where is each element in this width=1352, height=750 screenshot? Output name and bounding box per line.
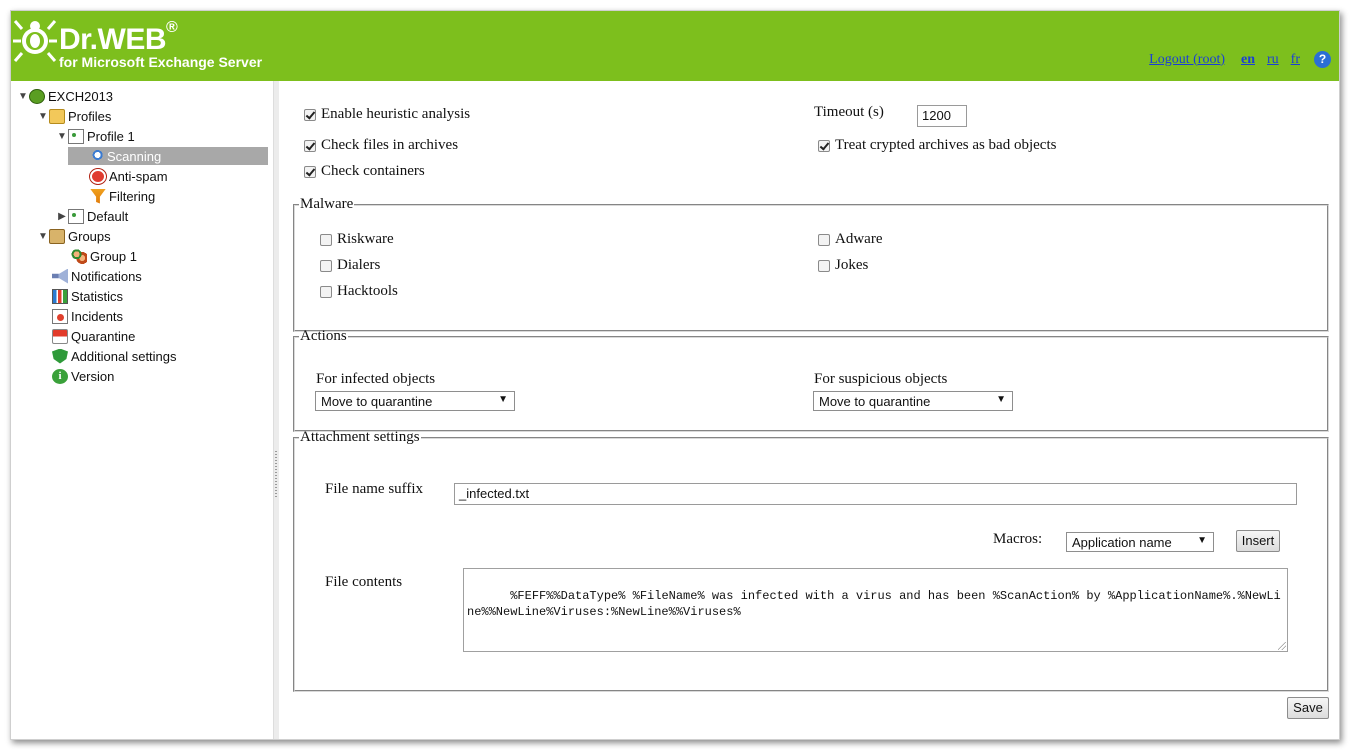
- dropdown-arrow-icon: ▼: [498, 394, 508, 405]
- adware-option[interactable]: [818, 231, 882, 248]
- quarantine-icon: [52, 329, 68, 344]
- dialers-checkbox[interactable]: [320, 260, 332, 272]
- shield-check-icon: [52, 349, 68, 364]
- product-name: for Microsoft Exchange Server: [59, 54, 263, 70]
- profile-icon: [68, 209, 84, 224]
- tree-item-scanning[interactable]: [68, 147, 268, 165]
- file-name-suffix-input[interactable]: _infected.txt: [454, 483, 1297, 505]
- file-contents-label: File contents: [325, 574, 403, 590]
- splitter-grip-icon[interactable]: [275, 451, 277, 497]
- crypted-option[interactable]: [818, 137, 1056, 154]
- users-group-icon: [71, 249, 87, 264]
- groups-folder-icon: [49, 229, 65, 244]
- tree-item-quarantine[interactable]: [52, 327, 135, 345]
- tree-item-anti-spam[interactable]: [90, 167, 168, 185]
- tree-item-label: Quarantine: [71, 328, 136, 344]
- server-icon: [29, 89, 45, 104]
- expand-arrow-icon[interactable]: ▼: [38, 230, 48, 242]
- info-icon: i: [52, 369, 68, 384]
- actions-group: [293, 328, 1329, 432]
- lang-en-link[interactable]: en: [1241, 51, 1255, 67]
- logout-link[interactable]: Logout (root): [1149, 51, 1225, 67]
- tree-item-label: Group 1: [90, 248, 137, 264]
- tree-item-label: Default: [87, 208, 129, 224]
- dialers-option[interactable]: [320, 257, 380, 274]
- drweb-spider-logo-icon: [13, 17, 57, 63]
- archives-label: Check files in archives: [321, 137, 459, 153]
- tree-item-label: Groups: [68, 228, 111, 244]
- tree-item-incidents[interactable]: [52, 307, 123, 325]
- tree-item-label: Profiles: [68, 108, 112, 124]
- navigation-tree: [11, 81, 273, 740]
- megaphone-icon: [52, 269, 68, 284]
- resize-handle-icon[interactable]: [1278, 642, 1286, 650]
- file-contents-text: %FEFF%%DataType% %FileName% was infected with a virus and has been %ScanAction% by %ApplicationName%.%NewLine%%NewLine%Viruses:%NewLine%%Viruses%: [467, 589, 1281, 619]
- tree-item-label: Filtering: [109, 188, 156, 204]
- containers-option[interactable]: [304, 163, 425, 180]
- containers-checkbox[interactable]: [304, 166, 316, 178]
- timeout-label: Timeout (s): [814, 104, 884, 120]
- tree-item-label: Version: [71, 368, 115, 384]
- malware-legend: Malware: [300, 196, 354, 212]
- tree-item-statistics[interactable]: [52, 287, 123, 305]
- heuristic-checkbox[interactable]: [304, 109, 316, 121]
- tree-item-default[interactable]: [56, 207, 128, 225]
- tree-item-label: Notifications: [71, 268, 142, 284]
- header-bar: [11, 11, 1340, 81]
- tree-item-filtering[interactable]: [90, 187, 155, 205]
- adware-checkbox[interactable]: [818, 234, 830, 246]
- profiles-folder-icon: [49, 109, 65, 124]
- hacktools-option[interactable]: [320, 283, 398, 300]
- macros-value: Application name: [1072, 534, 1172, 550]
- scanning-magnifier-icon: [88, 149, 104, 164]
- tree-item-label: Statistics: [71, 288, 124, 304]
- tree-item-groups[interactable]: [37, 227, 111, 245]
- macros-label: Macros:: [993, 531, 1043, 547]
- riskware-checkbox[interactable]: [320, 234, 332, 246]
- incidents-icon: [52, 309, 68, 324]
- actions-legend: Actions: [300, 328, 347, 344]
- heuristic-option[interactable]: [304, 106, 470, 123]
- lang-fr-link[interactable]: fr: [1290, 51, 1300, 67]
- header-links: [1149, 51, 1331, 68]
- suspicious-objects-label: For suspicious objects: [814, 371, 948, 387]
- suspicious-action-select[interactable]: [813, 391, 1013, 411]
- tree-item-group-1[interactable]: [71, 247, 137, 265]
- attachment-settings-legend: Attachment settings: [300, 429, 420, 445]
- infected-action-value: Move to quarantine: [321, 393, 433, 409]
- infected-objects-label: For infected objects: [316, 371, 436, 387]
- suspicious-action-value: Move to quarantine: [819, 393, 931, 409]
- expand-arrow-icon[interactable]: ▼: [18, 90, 28, 102]
- tree-item-label: Additional settings: [71, 348, 177, 364]
- containers-label: Check containers: [321, 163, 425, 179]
- tree-item-additional-settings[interactable]: [52, 347, 177, 365]
- tree-item-version[interactable]: [52, 367, 114, 385]
- tree-item-profiles[interactable]: [37, 107, 111, 125]
- jokes-option[interactable]: [818, 257, 868, 274]
- bar-chart-icon: [52, 289, 68, 304]
- lang-ru-link[interactable]: ru: [1267, 51, 1279, 67]
- riskware-option[interactable]: [320, 231, 394, 248]
- attachment-settings-group: [293, 429, 1329, 692]
- profile-icon: [68, 129, 84, 144]
- brand-name: Dr.WEB®: [59, 19, 178, 56]
- anti-spam-icon: [90, 169, 106, 184]
- tree-item-profile-1[interactable]: [56, 127, 135, 145]
- jokes-label: Jokes: [835, 257, 869, 273]
- app-window: [10, 10, 1340, 740]
- help-icon[interactable]: ?: [1314, 51, 1331, 68]
- hacktools-label: Hacktools: [337, 283, 398, 299]
- dropdown-arrow-icon: ▼: [1197, 535, 1207, 546]
- riskware-label: Riskware: [337, 231, 394, 247]
- macros-select[interactable]: [1066, 532, 1214, 552]
- dialers-label: Dialers: [337, 257, 381, 273]
- tree-item-label: Scanning: [107, 148, 162, 164]
- archives-checkbox[interactable]: [304, 140, 316, 152]
- adware-label: Adware: [835, 231, 883, 247]
- scanning-settings-panel: [281, 81, 1340, 740]
- timeout-input[interactable]: 1200: [917, 105, 967, 127]
- panel-splitter[interactable]: [273, 81, 279, 740]
- save-button[interactable]: Save: [1287, 697, 1329, 719]
- expand-arrow-icon[interactable]: ▶: [58, 210, 66, 222]
- malware-group: [293, 196, 1329, 332]
- file-name-suffix-label: File name suffix: [325, 481, 424, 497]
- tree-item-label: Incidents: [71, 308, 124, 324]
- jokes-checkbox[interactable]: [818, 260, 830, 272]
- dropdown-arrow-icon: ▼: [996, 394, 1006, 405]
- crypted-checkbox[interactable]: [818, 140, 830, 152]
- crypted-label: Treat crypted archives as bad objects: [835, 137, 1057, 153]
- tree-item-exch2013[interactable]: [17, 87, 113, 105]
- infected-action-select[interactable]: [315, 391, 515, 411]
- tree-item-label: EXCH2013: [48, 88, 114, 104]
- hacktools-checkbox[interactable]: [320, 286, 332, 298]
- file-contents-textarea[interactable]: [463, 568, 1288, 652]
- tree-item-notifications[interactable]: [52, 267, 142, 285]
- insert-button[interactable]: Insert: [1236, 530, 1280, 552]
- expand-arrow-icon[interactable]: ▼: [38, 110, 48, 122]
- heuristic-label: Enable heuristic analysis: [321, 106, 471, 122]
- archives-option[interactable]: [304, 137, 458, 154]
- expand-arrow-icon[interactable]: ▼: [57, 130, 67, 142]
- tree-item-label: Profile 1: [87, 128, 135, 144]
- filter-funnel-icon: [90, 189, 106, 204]
- tree-item-label: Anti-spam: [109, 168, 168, 184]
